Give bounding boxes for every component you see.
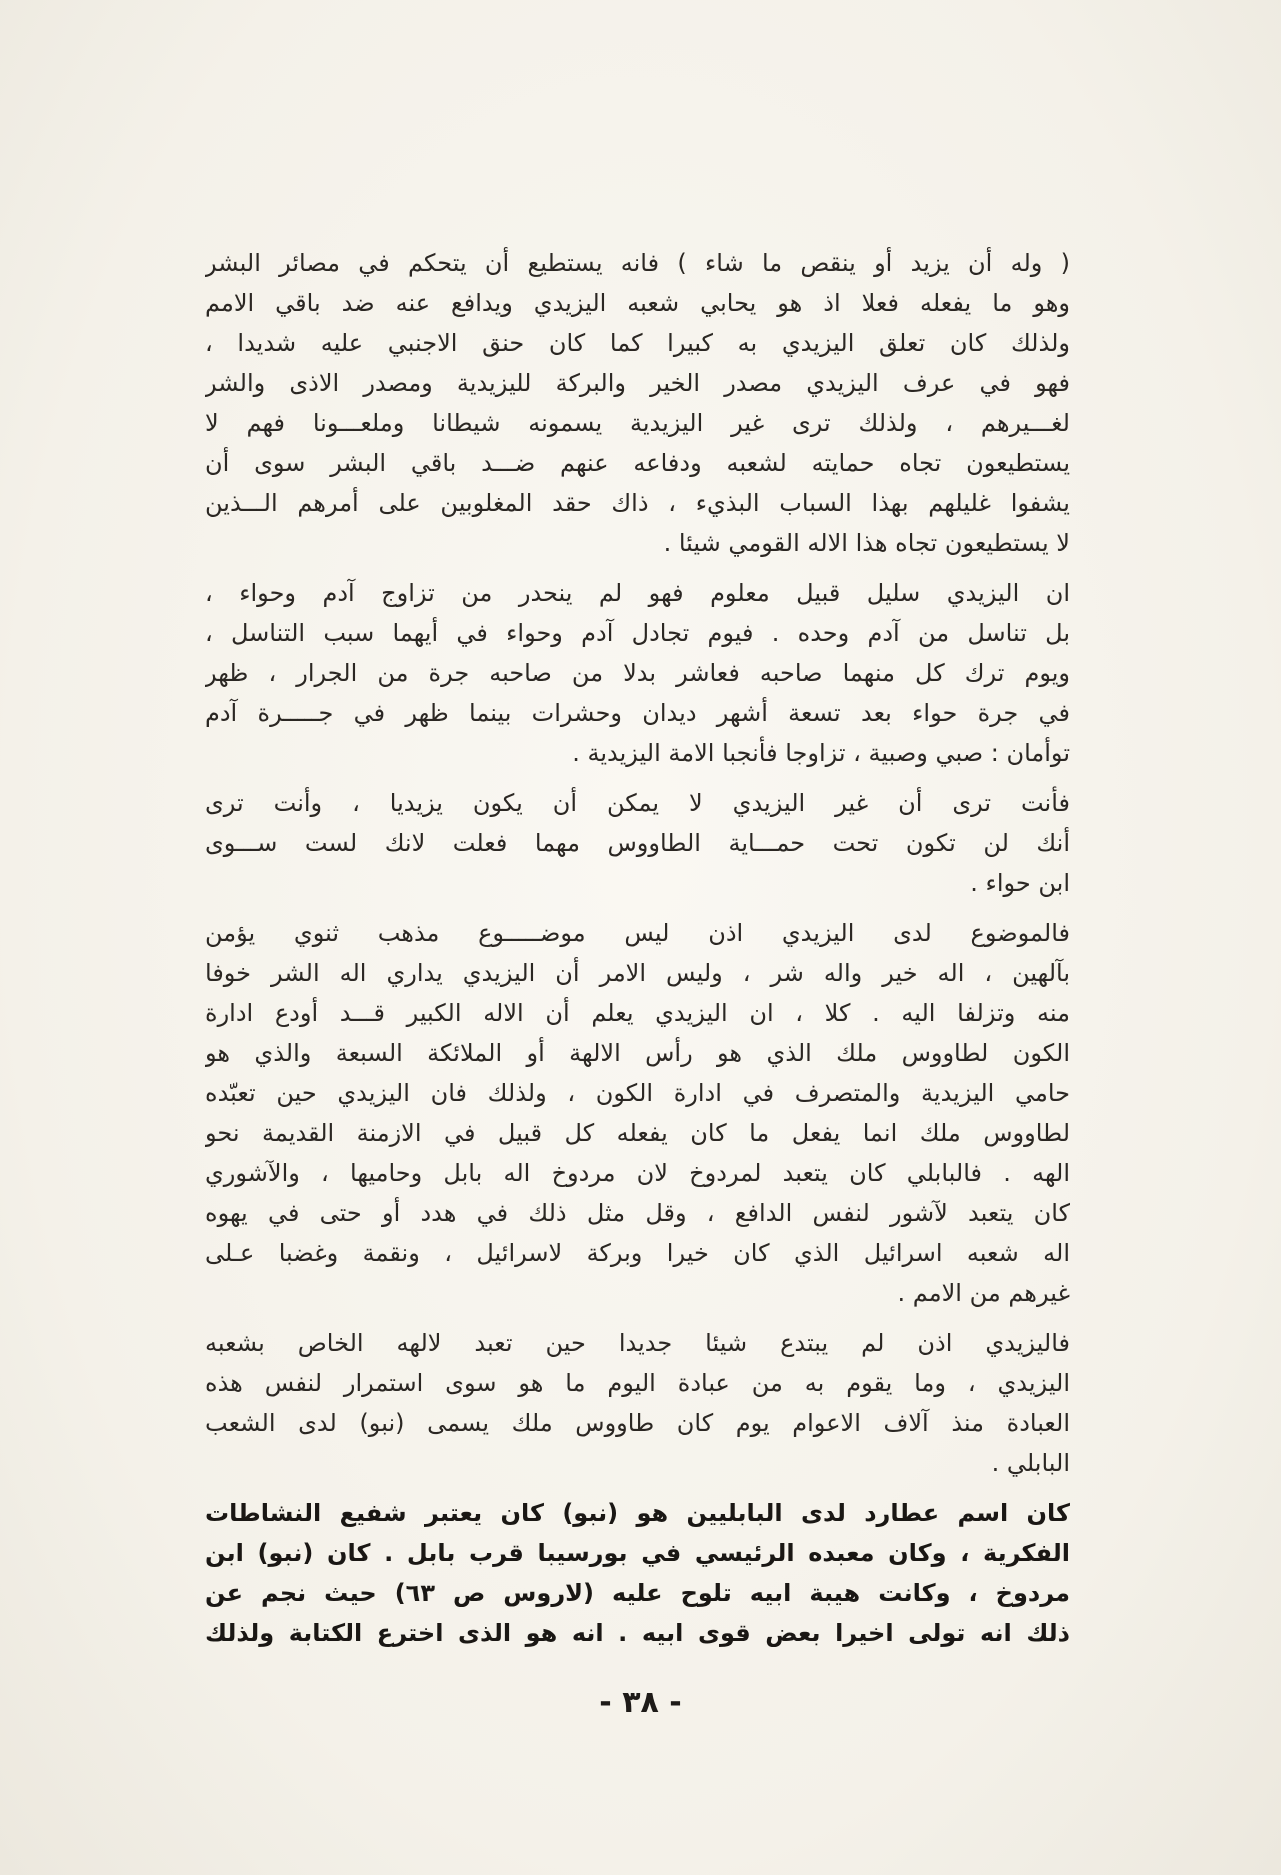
paragraph-1 — [205, 243, 1070, 563]
text-line: مردوخ ، وكانت هيبة ابيه تلوح عليه (لاروس ص ٦٣) حيث نجم عن — [205, 1579, 1070, 1607]
text-line: حامي اليزيدية والمتصرف في ادارة الكون ، ولذلك فان اليزيدي حين تعبّده — [205, 1079, 1070, 1107]
text-line: الفكرية ، وكان معبده الرئيسي في بورسيبا قرب بابل . كان (نبو) ابن — [205, 1539, 1070, 1567]
body-text — [205, 243, 1070, 1663]
text-line: بل تناسل من آدم وحده . فيوم تجادل آدم وحواء في أيهما سبب التناسل ، — [205, 619, 1070, 647]
text-line: لا يستطيعون تجاه هذا الاله القومي شيئا . — [663, 529, 1070, 557]
text-line: فهو في عرف اليزيدي مصدر الخير والبركة لليزيدية ومصدر الاذى والشر — [205, 369, 1070, 397]
text-line: لغـــيرهم ، ولذلك ترى غير اليزيدية يسمونه شيطانا وملعـــونا فهم لا — [205, 409, 1070, 437]
text-line: أنك لن تكون تحت حمـــاية الطاووس مهما فعلت لانك لست ســـوى — [205, 829, 1070, 857]
text-line: فالموضوع لدى اليزيدي اذن ليس موضـــــوع مذهب ثنوي يؤمن — [205, 919, 1070, 947]
text-line: ( وله أن يزيد أو ينقص ما شاء ) فانه يستطيع أن يتحكم في مصائر البشر — [205, 249, 1070, 277]
text-line: فأنت ترى أن غير اليزيدي لا يمكن أن يكون يزيديا ، وأنت ترى — [205, 789, 1070, 817]
page-number: - ٣٨ - — [599, 1685, 682, 1720]
text-line: الكون لطاووس ملك الذي هو رأس الالهة أو الملائكة السبعة والذي هو — [205, 1039, 1070, 1067]
paragraph-5 — [205, 1323, 1070, 1483]
text-line: لطاووس ملك انما يفعل ما كان يفعله كل قبيل في الازمنة القديمة نحو — [205, 1119, 1070, 1147]
text-line: في جرة حواء بعد تسعة أشهر ديدان وحشرات بينما ظهر في جـــــرة آدم — [205, 699, 1070, 727]
text-line: توأمان : صبي وصبية ، تزاوجا فأنجبا الامة اليزيدية . — [572, 739, 1070, 767]
text-line: اله شعبه اسرائيل الذي كان خيرا وبركة لاسرائيل ، ونقمة وغضبا عـلى — [205, 1239, 1070, 1267]
text-line: ابن حواء . — [970, 869, 1070, 897]
paragraph-6 — [205, 1493, 1070, 1653]
text-line: اليزيدي ، وما يقوم به من عبادة اليوم ما هو سوى استمرار لنفس هذه — [205, 1369, 1070, 1397]
paragraph-4 — [205, 913, 1070, 1313]
text-line: منه وتزلفا اليه . كلا ، ان اليزيدي يعلم أن الاله الكبير قـــد أودع ادارة — [205, 999, 1070, 1027]
text-line: ولذلك كان تعلق اليزيدي به كبيرا كما كان حنق الاجنبي عليه شديدا ، — [205, 329, 1070, 357]
paragraph-2 — [205, 573, 1070, 773]
text-line: البابلي . — [991, 1449, 1070, 1477]
text-line: يشفوا غليلهم بهذا السباب البذيء ، ذاك حقد المغلوبين على أمرهم الـــذين — [205, 489, 1070, 517]
text-line: كان يتعبد لآشور لنفس الدافع ، وقل مثل ذلك في هدد أو حتى في يهوه — [205, 1199, 1070, 1227]
text-line: كان اسم عطارد لدى البابليين هو (نبو) كان يعتبر شفيع النشاطات — [205, 1499, 1070, 1527]
text-line: فاليزيدي اذن لم يبتدع شيئا جديدا حين تعبد لالهه الخاص بشعبه — [205, 1329, 1070, 1357]
paragraph-3 — [205, 783, 1070, 903]
text-line: العبادة منذ آلاف الاعوام يوم كان طاووس ملك يسمى (نبو) لدى الشعب — [205, 1409, 1070, 1437]
text-line: ويوم ترك كل منهما صاحبه فعاشر بدلا من صاحبه جرة من الجرار ، ظهر — [205, 659, 1070, 687]
text-line: وهو ما يفعله فعلا اذ هو يحابي شعبه اليزيدي ويدافع عنه ضد باقي الامم — [205, 289, 1070, 317]
text-line: غيرهم من الامم . — [897, 1279, 1070, 1307]
text-line: الهه . فالبابلي كان يتعبد لمردوخ لان مردوخ اله بابل وحاميها ، والآشوري — [205, 1159, 1070, 1187]
text-line: ان اليزيدي سليل قبيل معلوم فهو لم ينحدر من تزاوج آدم وحواء ، — [205, 579, 1070, 607]
text-line: يستطيعون تجاه حمايته لشعبه ودفاعه عنهم ضـــد باقي البشر سوى أن — [205, 449, 1070, 477]
text-line: ذلك انه تولى اخيرا بعض قوى ابيه . انه هو الذى اخترع الكتابة ولذلك — [205, 1619, 1070, 1647]
text-line: بآلهين ، اله خير واله شر ، وليس الامر أن اليزيدي يداري اله الشر خوفا — [205, 959, 1070, 987]
